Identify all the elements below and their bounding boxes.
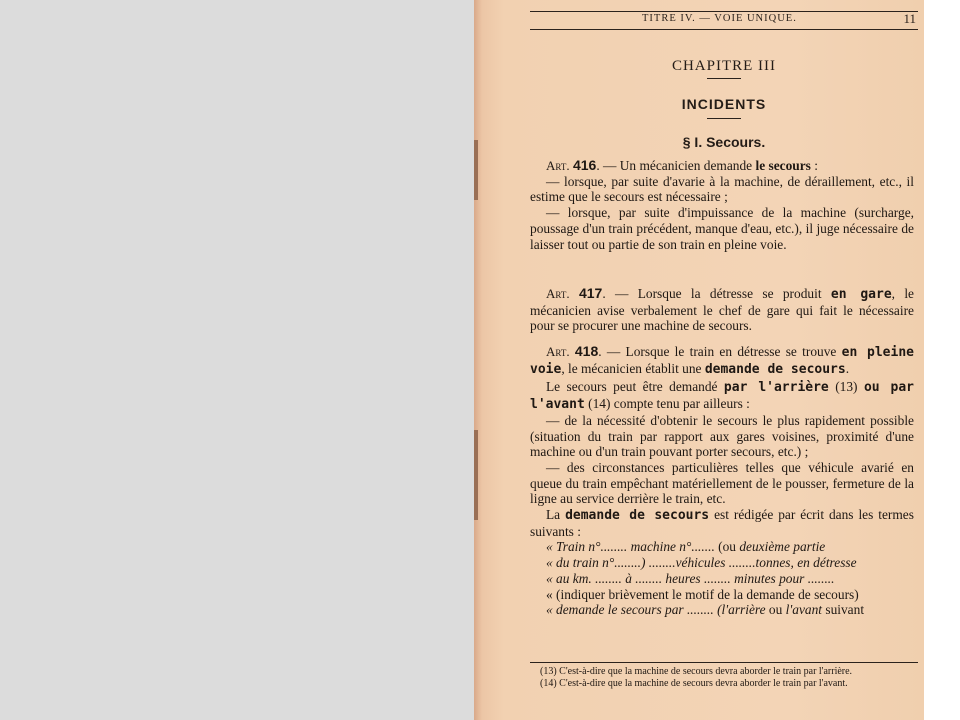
article-emphasis: en pleine voie xyxy=(530,345,914,377)
article-text: . xyxy=(845,360,850,376)
footnotes xyxy=(530,666,914,689)
article-416 xyxy=(530,158,914,252)
article-emphasis: le secours xyxy=(755,158,811,173)
form-line: l'avant xyxy=(785,602,823,618)
article-text: , le mécanicien établit une xyxy=(561,360,705,376)
page-number: 11 xyxy=(903,11,916,26)
article-text: . — Un mécanicien demande xyxy=(596,158,756,173)
form-line: « au km. ........ à ........ heures ........ minutes pour ........ xyxy=(546,570,835,586)
article-text: (13) xyxy=(828,379,864,395)
form-line: « du train n°........) ........véhicules ........tonnes, en détresse xyxy=(546,555,857,571)
form-line: « (indiquer brièvement le motif de la demande de secours) xyxy=(546,586,859,602)
article-emphasis: en gare xyxy=(830,287,892,302)
header-rule xyxy=(530,29,918,30)
article-text: , le mécanicien avise verbalement le chef de gare qui fait le nécessaire pour se procurer une machine de secours. xyxy=(530,286,914,334)
form-line: (ou xyxy=(714,539,740,555)
article-text: (14) compte tenu par ailleurs : xyxy=(584,396,750,412)
chapter-rule xyxy=(707,78,741,79)
article-number: 417 xyxy=(578,285,603,301)
article-418 xyxy=(530,344,914,618)
running-head xyxy=(530,12,918,28)
form-line: suivant xyxy=(822,602,865,618)
article-text: La xyxy=(546,507,566,523)
article-number: 416 xyxy=(572,157,597,173)
paragraph: — lorsque, par suite d'avarie à la machine, de déraillement, etc., il estime que le secours est nécessaire ; xyxy=(530,173,914,205)
form-line: « demande le secours par ........ ( xyxy=(546,602,722,618)
heading-title: INCIDENTS xyxy=(681,96,767,112)
article-number: 418 xyxy=(574,343,599,359)
right-margin-area xyxy=(924,0,960,720)
article-text: est rédigée par écrit dans les termes suivants : xyxy=(530,507,914,539)
article-417 xyxy=(530,286,914,334)
form-line: ou xyxy=(765,602,786,618)
article-emphasis: demande de secours xyxy=(565,508,710,524)
article-text: . — Lorsque le train en détresse se trouve xyxy=(598,344,842,359)
form-line: l'arrière xyxy=(721,602,766,618)
spine-shadow xyxy=(474,140,478,200)
book-page xyxy=(474,0,924,720)
paragraph: — des circonstances particulières telles que véhicule avarié en queue du train empêchant matériellement de le pousser, fermeture de la ligne au service derrière le train, etc. xyxy=(530,459,914,507)
paragraph: — de la nécessité d'obtenir le secours le plus rapidement possible (situation du train par rapport aux gares voisines, proximité d'une machine ou d'un train pouvant porter secours, etc.) ; xyxy=(530,412,914,460)
footnote-rule xyxy=(530,662,918,663)
heading-rule xyxy=(707,118,741,119)
section-title: § I. Secours. xyxy=(682,134,766,150)
spine-shadow xyxy=(474,430,478,520)
footnote-13: (13) C'est-à-dire que la machine de secours devra aborder le train par l'arrière. xyxy=(540,666,853,677)
form-line: deuxième partie xyxy=(739,539,826,555)
article-text: : xyxy=(810,158,818,173)
article-text: Le secours peut être demandé xyxy=(546,379,724,395)
chapter-title: CHAPITRE III xyxy=(671,58,777,74)
article-label: Art. xyxy=(546,344,570,359)
article-text: . — Lorsque la détresse se produit xyxy=(602,286,831,301)
article-label: Art. xyxy=(546,286,570,301)
running-head-title: TITRE IV. — VOIE UNIQUE. xyxy=(642,13,797,24)
article-emphasis: ou par l'avant xyxy=(530,380,914,413)
article-emphasis: demande de secours xyxy=(704,361,846,377)
article-label: Art. xyxy=(546,158,570,173)
footnote-14: (14) C'est-à-dire que la machine de secours devra aborder le train par l'avant. xyxy=(540,677,848,689)
paragraph: — lorsque, par suite d'impuissance de la machine (surcharge, poussage d'un train précédent, manque d'eau, etc.), il juge nécessaire de laisser tout ou partie de son train en pleine voie. xyxy=(530,205,914,252)
article-emphasis: par l'arrière xyxy=(723,380,829,396)
left-blank-area xyxy=(0,0,474,720)
form-line: « Train n°........ machine n°....... xyxy=(546,539,715,555)
